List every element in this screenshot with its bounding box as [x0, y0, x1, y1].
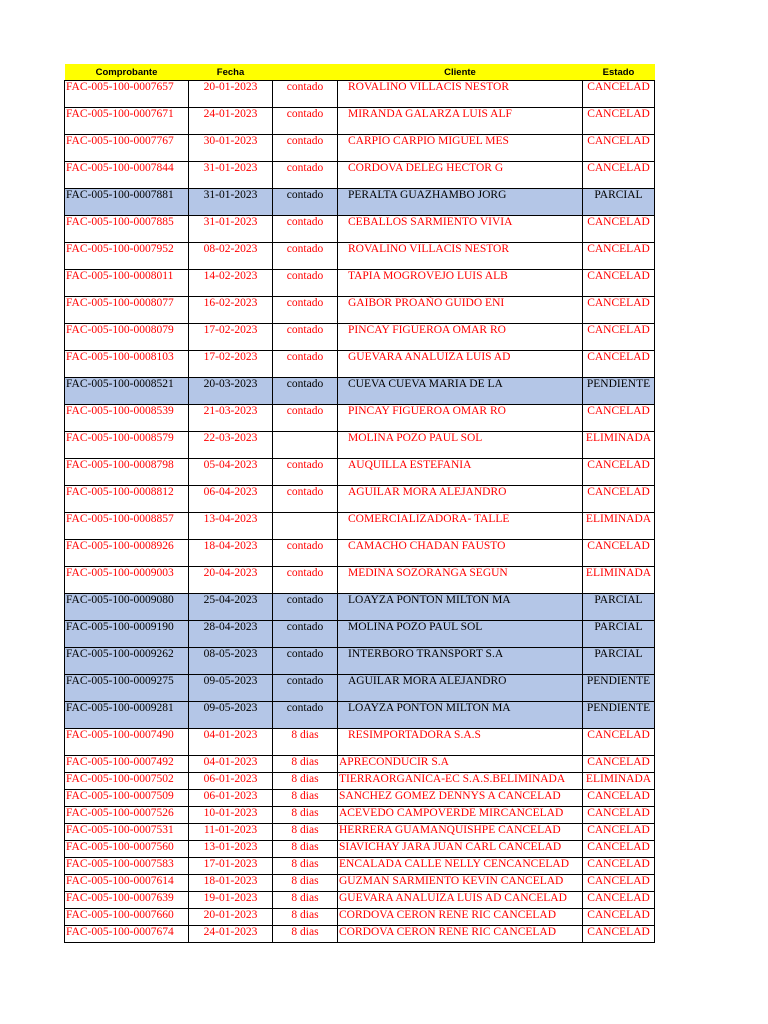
invoice-table [64, 64, 655, 943]
cell-comprobante: FAC-005-100-0009275 [65, 675, 189, 702]
cell-pago: contado [273, 675, 338, 702]
cell-fecha: 17-02-2023 [189, 324, 273, 351]
cell-fecha: 05-04-2023 [189, 459, 273, 486]
cell-estado: CANCELAD [583, 405, 655, 432]
cell-pago: 8 dias [273, 926, 338, 943]
table-row [65, 756, 655, 773]
cell-pago: contado [273, 297, 338, 324]
cell-fecha: 19-01-2023 [189, 892, 273, 909]
cell-fecha: 17-02-2023 [189, 351, 273, 378]
cell-estado: PARCIAL [583, 621, 655, 648]
cell-cliente: AGUILAR MORA ALEJANDRO [338, 486, 583, 513]
cell-comprobante: FAC-005-100-0008798 [65, 459, 189, 486]
cell-fecha: 13-04-2023 [189, 513, 273, 540]
cell-pago: contado [273, 567, 338, 594]
cell-cliente: MEDINA SOZORANGA SEGUN [338, 567, 583, 594]
table-row [65, 773, 655, 790]
cell-fecha: 20-04-2023 [189, 567, 273, 594]
cell-comprobante: FAC-005-100-0007509 [65, 790, 189, 807]
cell-cliente: LOAYZA PONTON MILTON MA [338, 702, 583, 729]
cell-estado: CANCELAD [583, 162, 655, 189]
cell-pago: contado [273, 189, 338, 216]
cell-estado: ELIMINADA [583, 567, 655, 594]
cell-pago: contado [273, 81, 338, 108]
cell-pago: contado [273, 216, 338, 243]
table-row [65, 892, 655, 909]
table-row [65, 351, 655, 378]
table-row [65, 729, 655, 756]
cell-estado: CANCELAD [583, 540, 655, 567]
cell-estado: CANCELAD [583, 875, 655, 892]
cell-cliente: TAPIA MOGROVEJO LUIS ALB [338, 270, 583, 297]
cell-pago [273, 432, 338, 459]
cell-cliente: PINCAY FIGUEROA OMAR RO [338, 405, 583, 432]
cell-fecha: 24-01-2023 [189, 108, 273, 135]
cell-comprobante: FAC-005-100-0009281 [65, 702, 189, 729]
cell-pago: 8 dias [273, 824, 338, 841]
cell-estado: CANCELAD [583, 243, 655, 270]
table-row [65, 324, 655, 351]
cell-estado: ELIMINADA [583, 432, 655, 459]
cell-comprobante: FAC-005-100-0007531 [65, 824, 189, 841]
cell-comprobante: FAC-005-100-0007767 [65, 135, 189, 162]
cell-comprobante: FAC-005-100-0008011 [65, 270, 189, 297]
header-pago [273, 64, 338, 81]
cell-fecha: 31-01-2023 [189, 162, 273, 189]
cell-comprobante: FAC-005-100-0008857 [65, 513, 189, 540]
cell-estado: CANCELAD [583, 486, 655, 513]
cell-comprobante: FAC-005-100-0009190 [65, 621, 189, 648]
cell-cliente: CORDOVA DELEG HECTOR G [338, 162, 583, 189]
table-row [65, 432, 655, 459]
cell-fecha: 06-01-2023 [189, 790, 273, 807]
cell-fecha: 16-02-2023 [189, 297, 273, 324]
cell-estado: CANCELAD [583, 216, 655, 243]
cell-comprobante: FAC-005-100-0007502 [65, 773, 189, 790]
cell-comprobante: FAC-005-100-0007639 [65, 892, 189, 909]
cell-comprobante: FAC-005-100-0008103 [65, 351, 189, 378]
cell-pago: contado [273, 459, 338, 486]
table-row [65, 841, 655, 858]
cell-pago: 8 dias [273, 892, 338, 909]
table-row [65, 807, 655, 824]
cell-cliente: CORDOVA CERON RENE RIC CANCELAD [338, 909, 583, 926]
table-row [65, 790, 655, 807]
table-row [65, 297, 655, 324]
table-row [65, 81, 655, 108]
cell-estado: PARCIAL [583, 648, 655, 675]
table-row [65, 702, 655, 729]
cell-fecha: 04-01-2023 [189, 756, 273, 773]
cell-cliente: RESIMPORTADORA S.A.S [338, 729, 583, 756]
cell-estado: ELIMINADA [583, 513, 655, 540]
cell-comprobante: FAC-005-100-0007844 [65, 162, 189, 189]
table-row [65, 621, 655, 648]
table-row [65, 909, 655, 926]
header-estado: Estado [583, 64, 655, 81]
cell-estado: CANCELAD [583, 81, 655, 108]
cell-estado: CANCELAD [583, 841, 655, 858]
cell-cliente: MOLINA POZO PAUL SOL [338, 432, 583, 459]
cell-estado: PENDIENTE [583, 675, 655, 702]
table-row [65, 594, 655, 621]
cell-pago: contado [273, 270, 338, 297]
cell-estado: CANCELAD [583, 324, 655, 351]
cell-pago: 8 dias [273, 858, 338, 875]
cell-cliente: SANCHEZ GOMEZ DENNYS A CANCELAD [338, 790, 583, 807]
cell-fecha: 18-04-2023 [189, 540, 273, 567]
cell-fecha: 20-03-2023 [189, 378, 273, 405]
table-row [65, 189, 655, 216]
table-row [65, 513, 655, 540]
cell-pago: contado [273, 243, 338, 270]
cell-cliente: SIAVICHAY JARA JUAN CARL CANCELAD [338, 841, 583, 858]
table-row [65, 162, 655, 189]
cell-estado: CANCELAD [583, 756, 655, 773]
cell-comprobante: FAC-005-100-0007614 [65, 875, 189, 892]
cell-fecha: 14-02-2023 [189, 270, 273, 297]
cell-fecha: 20-01-2023 [189, 81, 273, 108]
cell-pago: 8 dias [273, 807, 338, 824]
cell-fecha: 08-02-2023 [189, 243, 273, 270]
cell-fecha: 08-05-2023 [189, 648, 273, 675]
cell-pago: contado [273, 702, 338, 729]
cell-pago: contado [273, 351, 338, 378]
cell-fecha: 21-03-2023 [189, 405, 273, 432]
cell-comprobante: FAC-005-100-0007660 [65, 909, 189, 926]
cell-comprobante: FAC-005-100-0008812 [65, 486, 189, 513]
cell-fecha: 09-05-2023 [189, 675, 273, 702]
cell-pago: contado [273, 108, 338, 135]
table-row [65, 459, 655, 486]
cell-comprobante: FAC-005-100-0007657 [65, 81, 189, 108]
cell-cliente: CEBALLOS SARMIENTO VIVIA [338, 216, 583, 243]
cell-comprobante: FAC-005-100-0007671 [65, 108, 189, 135]
table-row [65, 135, 655, 162]
table-row [65, 567, 655, 594]
cell-comprobante: FAC-005-100-0007492 [65, 756, 189, 773]
cell-comprobante: FAC-005-100-0008521 [65, 378, 189, 405]
cell-estado: CANCELAD [583, 790, 655, 807]
table-row [65, 858, 655, 875]
cell-comprobante: FAC-005-100-0007490 [65, 729, 189, 756]
cell-estado: ELIMINADA [583, 773, 655, 790]
cell-estado: CANCELAD [583, 108, 655, 135]
cell-comprobante: FAC-005-100-0008077 [65, 297, 189, 324]
cell-fecha: 10-01-2023 [189, 807, 273, 824]
cell-fecha: 25-04-2023 [189, 594, 273, 621]
cell-pago: 8 dias [273, 841, 338, 858]
cell-estado: CANCELAD [583, 807, 655, 824]
cell-cliente: LOAYZA PONTON MILTON MA [338, 594, 583, 621]
cell-estado: CANCELAD [583, 459, 655, 486]
cell-pago: contado [273, 324, 338, 351]
cell-fecha: 09-05-2023 [189, 702, 273, 729]
cell-fecha: 11-01-2023 [189, 824, 273, 841]
cell-cliente: ACEVEDO CAMPOVERDE MIRCANCELAD [338, 807, 583, 824]
cell-estado: CANCELAD [583, 892, 655, 909]
cell-cliente: CUEVA CUEVA MARIA DE LA [338, 378, 583, 405]
cell-fecha: 06-01-2023 [189, 773, 273, 790]
cell-pago: contado [273, 621, 338, 648]
cell-estado: CANCELAD [583, 824, 655, 841]
cell-fecha: 31-01-2023 [189, 189, 273, 216]
cell-pago: 8 dias [273, 875, 338, 892]
cell-cliente: ROVALINO VILLACIS NESTOR [338, 81, 583, 108]
cell-estado: CANCELAD [583, 858, 655, 875]
cell-cliente: CARPIO CARPIO MIGUEL MES [338, 135, 583, 162]
cell-cliente: GAIBOR PROAÑO GUIDO ENI [338, 297, 583, 324]
cell-comprobante: FAC-005-100-0007526 [65, 807, 189, 824]
cell-pago: 8 dias [273, 729, 338, 756]
cell-estado: CANCELAD [583, 351, 655, 378]
cell-comprobante: FAC-005-100-0009080 [65, 594, 189, 621]
cell-estado: CANCELAD [583, 270, 655, 297]
header-row [65, 64, 655, 81]
cell-fecha: 22-03-2023 [189, 432, 273, 459]
cell-pago: contado [273, 486, 338, 513]
cell-comprobante: FAC-005-100-0007560 [65, 841, 189, 858]
cell-pago: 8 dias [273, 756, 338, 773]
cell-cliente: AGUILAR MORA ALEJANDRO [338, 675, 583, 702]
table-row [65, 648, 655, 675]
cell-fecha: 18-01-2023 [189, 875, 273, 892]
cell-comprobante: FAC-005-100-0008579 [65, 432, 189, 459]
cell-cliente: AUQUILLA ESTEFANIA [338, 459, 583, 486]
table-row [65, 675, 655, 702]
table-row [65, 378, 655, 405]
cell-estado: PENDIENTE [583, 702, 655, 729]
cell-pago: contado [273, 648, 338, 675]
cell-fecha: 28-04-2023 [189, 621, 273, 648]
table-row [65, 824, 655, 841]
cell-comprobante: FAC-005-100-0008926 [65, 540, 189, 567]
cell-comprobante: FAC-005-100-0008539 [65, 405, 189, 432]
cell-cliente: MOLINA POZO PAUL SOL [338, 621, 583, 648]
cell-pago: contado [273, 378, 338, 405]
table-row [65, 486, 655, 513]
cell-cliente: INTERBORO TRANSPORT S.A [338, 648, 583, 675]
cell-comprobante: FAC-005-100-0009003 [65, 567, 189, 594]
cell-cliente: CORDOVA CERON RENE RIC CANCELAD [338, 926, 583, 943]
cell-pago: contado [273, 405, 338, 432]
cell-pago: contado [273, 162, 338, 189]
cell-comprobante: FAC-005-100-0008079 [65, 324, 189, 351]
cell-cliente: GUEVARA ANALUIZA LUIS AD [338, 351, 583, 378]
cell-fecha: 20-01-2023 [189, 909, 273, 926]
cell-estado: CANCELAD [583, 729, 655, 756]
table-row [65, 540, 655, 567]
cell-cliente: HERRERA GUAMANQUISHPE CANCELAD [338, 824, 583, 841]
cell-estado: CANCELAD [583, 909, 655, 926]
cell-fecha: 17-01-2023 [189, 858, 273, 875]
cell-comprobante: FAC-005-100-0007583 [65, 858, 189, 875]
table-row [65, 243, 655, 270]
cell-pago: contado [273, 135, 338, 162]
cell-fecha: 31-01-2023 [189, 216, 273, 243]
cell-cliente: ROVALINO VILLACIS NESTOR [338, 243, 583, 270]
table-row [65, 270, 655, 297]
cell-comprobante: FAC-005-100-0007674 [65, 926, 189, 943]
table-body [65, 81, 655, 943]
cell-fecha: 24-01-2023 [189, 926, 273, 943]
cell-cliente: PINCAY FIGUEROA OMAR RO [338, 324, 583, 351]
header-comprobante: Comprobante [65, 64, 189, 81]
cell-estado: PARCIAL [583, 594, 655, 621]
cell-cliente: CAMACHO CHADAN FAUSTO [338, 540, 583, 567]
cell-pago: 8 dias [273, 909, 338, 926]
cell-fecha: 13-01-2023 [189, 841, 273, 858]
cell-comprobante: FAC-005-100-0009262 [65, 648, 189, 675]
cell-cliente: ENCALADA CALLE NELLY CENCANCELAD [338, 858, 583, 875]
cell-comprobante: FAC-005-100-0007885 [65, 216, 189, 243]
cell-fecha: 30-01-2023 [189, 135, 273, 162]
header-fecha: Fecha [189, 64, 273, 81]
cell-cliente: GUZMAN SARMIENTO KEVIN CANCELAD [338, 875, 583, 892]
table-row [65, 405, 655, 432]
table-row [65, 875, 655, 892]
cell-estado: PARCIAL [583, 189, 655, 216]
cell-cliente: TIERRAORGANICA-EC S.A.S.BELIMINADA [338, 773, 583, 790]
cell-pago: 8 dias [273, 790, 338, 807]
cell-estado: CANCELAD [583, 297, 655, 324]
cell-cliente: COMERCIALIZADORA- TALLE [338, 513, 583, 540]
cell-comprobante: FAC-005-100-0007881 [65, 189, 189, 216]
cell-pago: contado [273, 594, 338, 621]
cell-comprobante: FAC-005-100-0007952 [65, 243, 189, 270]
cell-fecha: 04-01-2023 [189, 729, 273, 756]
cell-cliente: MIRANDA GALARZA LUIS ALF [338, 108, 583, 135]
cell-estado: CANCELAD [583, 135, 655, 162]
cell-cliente: APRECONDUCIR S.A [338, 756, 583, 773]
table-row [65, 216, 655, 243]
table-row [65, 926, 655, 943]
cell-estado: PENDIENTE [583, 378, 655, 405]
cell-pago [273, 513, 338, 540]
cell-cliente: PERALTA GUAZHAMBO JORG [338, 189, 583, 216]
cell-fecha: 06-04-2023 [189, 486, 273, 513]
header-cliente: Cliente [338, 64, 583, 81]
cell-pago: 8 dias [273, 773, 338, 790]
cell-pago: contado [273, 540, 338, 567]
table-row [65, 108, 655, 135]
cell-estado: CANCELAD [583, 926, 655, 943]
cell-cliente: GUEVARA ANALUIZA LUIS AD CANCELAD [338, 892, 583, 909]
